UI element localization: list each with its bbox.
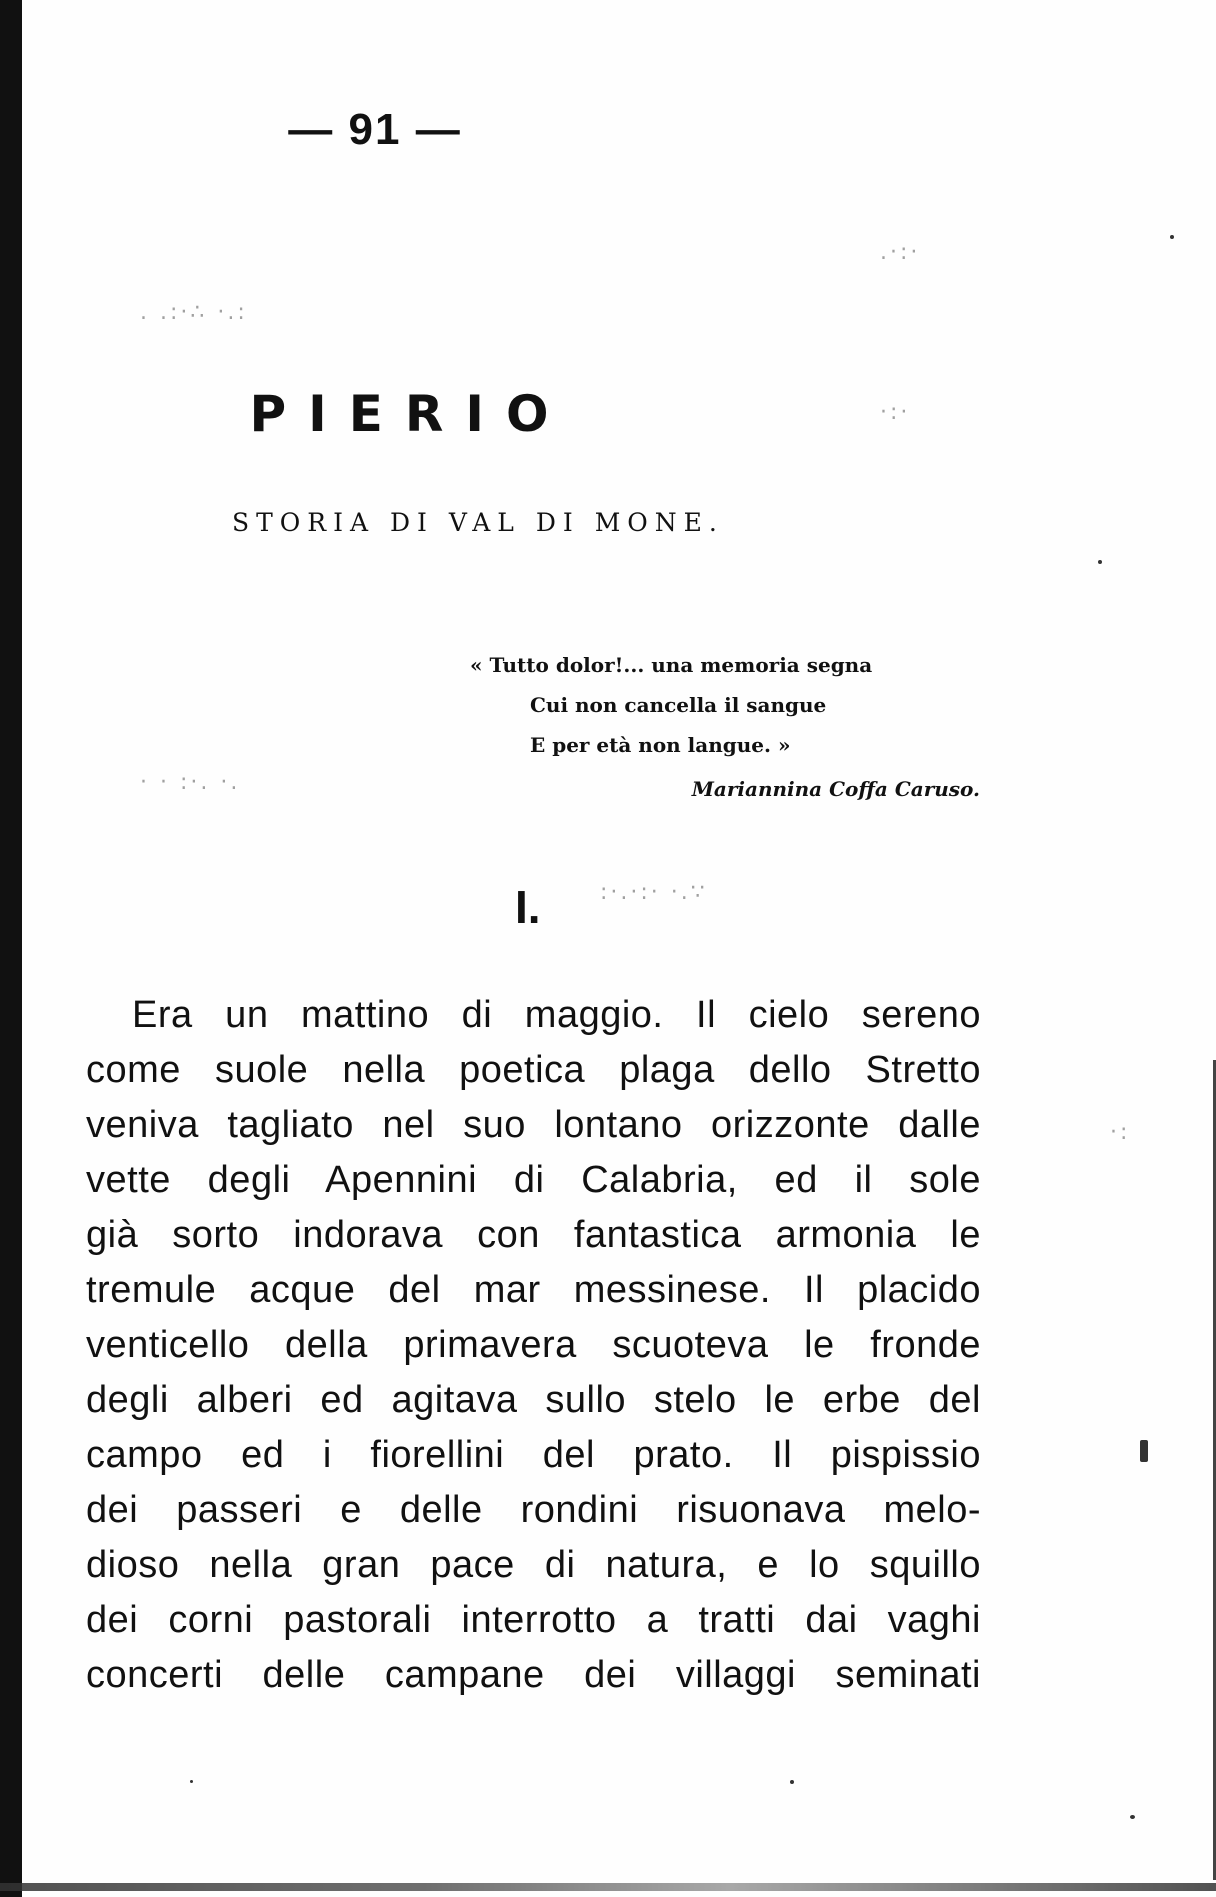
scan-speck: [790, 1780, 794, 1784]
scan-speck: [1130, 1815, 1135, 1819]
scan-speck: [190, 1780, 193, 1783]
body-line: dei passeri e delle rondini risuonava melo-: [86, 1489, 981, 1531]
body-line: degli alberi ed agitava sullo stelo le erbe del: [86, 1379, 981, 1421]
body-line: Era un mattino di maggio. Il cielo sereno: [132, 994, 981, 1036]
show-through-smudge: ·:·: [880, 400, 911, 425]
body-line: dei corni pastorali interrotto a tratti dai vaghi: [86, 1599, 981, 1641]
scan-bottom-border: [0, 1883, 1216, 1891]
story-subtitle: STORIA DI VAL DI MONE.: [232, 508, 724, 537]
body-line: tremule acque del mar messinese. Il placido: [86, 1269, 981, 1311]
body-line: venticello della primavera scuoteva le fronde: [86, 1324, 981, 1366]
show-through-smudge: . .:·∴ ·.:: [140, 300, 248, 325]
body-line: dioso nella gran pace di natura, e lo squillo: [86, 1544, 981, 1586]
body-line: campo ed i fiorellini del prato. Il pispissio: [86, 1434, 981, 1476]
show-through-smudge: ·:: [1110, 1120, 1131, 1145]
body-text: [86, 988, 981, 1703]
epigraph-author: Mariannina Coffa Caruso.: [691, 777, 980, 801]
show-through-smudge: .·:·: [880, 240, 921, 265]
epigraph-line: Cui non cancella il sangue: [530, 693, 827, 717]
epigraph-line: E per età non langue. »: [530, 733, 791, 757]
show-through-smudge: · · :·. ·.: [140, 770, 241, 795]
epigraph-line: « Tutto dolor!... una memoria segna: [470, 653, 873, 677]
body-line: già sorto indorava con fantastica armonia le: [86, 1214, 981, 1256]
story-title: PIERIO: [249, 385, 571, 443]
scan-speck: [1140, 1440, 1148, 1462]
body-line: veniva tagliato nel suo lontano orizzonte dalle: [86, 1104, 981, 1146]
body-line: come suole nella poetica plaga dello Stretto: [86, 1049, 981, 1091]
page-number: — 91 —: [288, 105, 462, 154]
body-line: vette degli Apennini di Calabria, ed il sole: [86, 1159, 981, 1201]
scan-left-border: [0, 0, 22, 1897]
body-line: concerti delle campane dei villaggi seminati: [86, 1654, 981, 1696]
chapter-number: I.: [515, 881, 541, 933]
show-through-smudge: :·.·:· ·.∵: [600, 880, 708, 905]
epigraph: [470, 645, 990, 809]
scan-speck: [1170, 235, 1174, 239]
scan-speck: [1098, 560, 1102, 564]
